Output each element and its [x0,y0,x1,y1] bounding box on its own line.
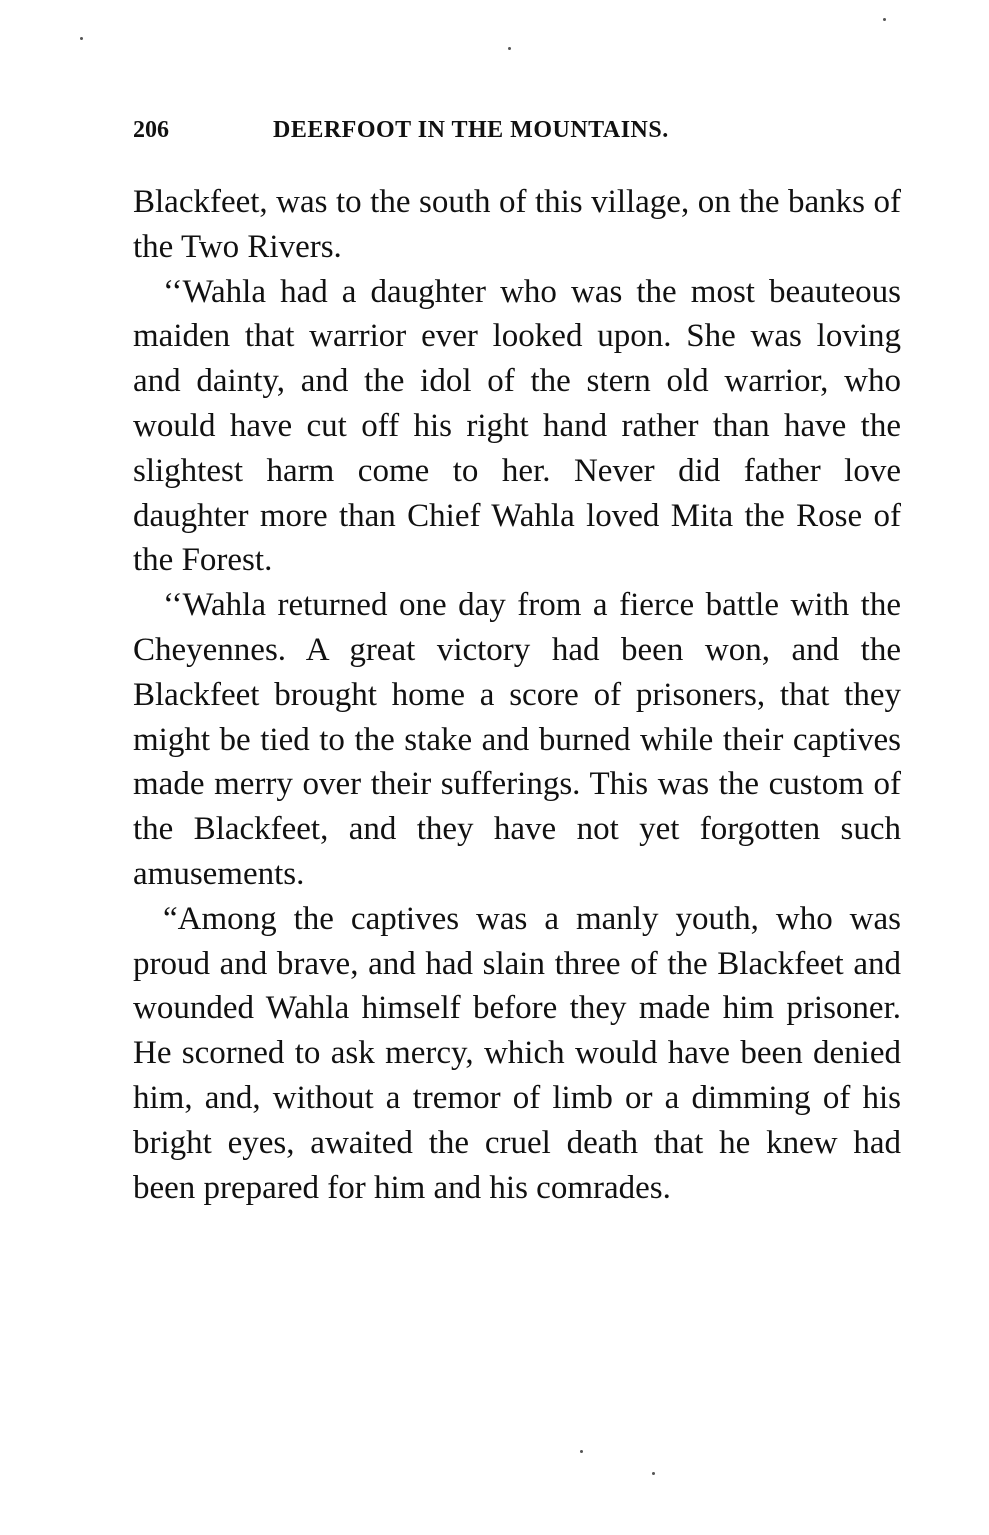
scan-speck [80,37,83,40]
paragraph: ‘‘Wahla had a daughter who was the most beauteous maiden that warrior ever looked upon. She was loving and dainty, and the idol of the stern old warrior, who would have cut off his right hand rather than have the slightest harm come to her. Never did father love daughter more than Chief Wahla loved Mita the Rose of the Forest. [133,273,901,579]
paragraph-continuation: Blackfeet, was to the south of this village, on the banks of the Two Rivers. [133,184,901,265]
scan-speck [883,18,886,21]
scan-speck [652,1472,655,1475]
scan-speck [508,47,511,50]
page-number: 206 [133,117,169,143]
paragraph: “Among the captives was a manly youth, who was proud and brave, and had slain three of the Blackfeet and wounded Wahla himself before they made him prisoner. He scorned to ask mercy, which would have been denied him, and, without a tremor of limb or a dimming of his bright eyes, awaited the cruel death that he knew had been prepared for him and his comrades. [133,900,901,1206]
scan-speck [580,1450,583,1453]
paragraph: ‘‘Wahla returned one day from a fierce battle with the Cheyennes. A great victory had been won, and the Blackfeet brought home a score of prisoners, that they might be tied to the stake and burned while their captives made merry over their sufferings. This was the custom of the Blackfeet, and they have not yet forgotten such amusements. [133,587,901,892]
body-text [133,180,901,1210]
running-title: DEERFOOT IN THE MOUNTAINS. [273,117,669,143]
page-header [133,117,903,153]
